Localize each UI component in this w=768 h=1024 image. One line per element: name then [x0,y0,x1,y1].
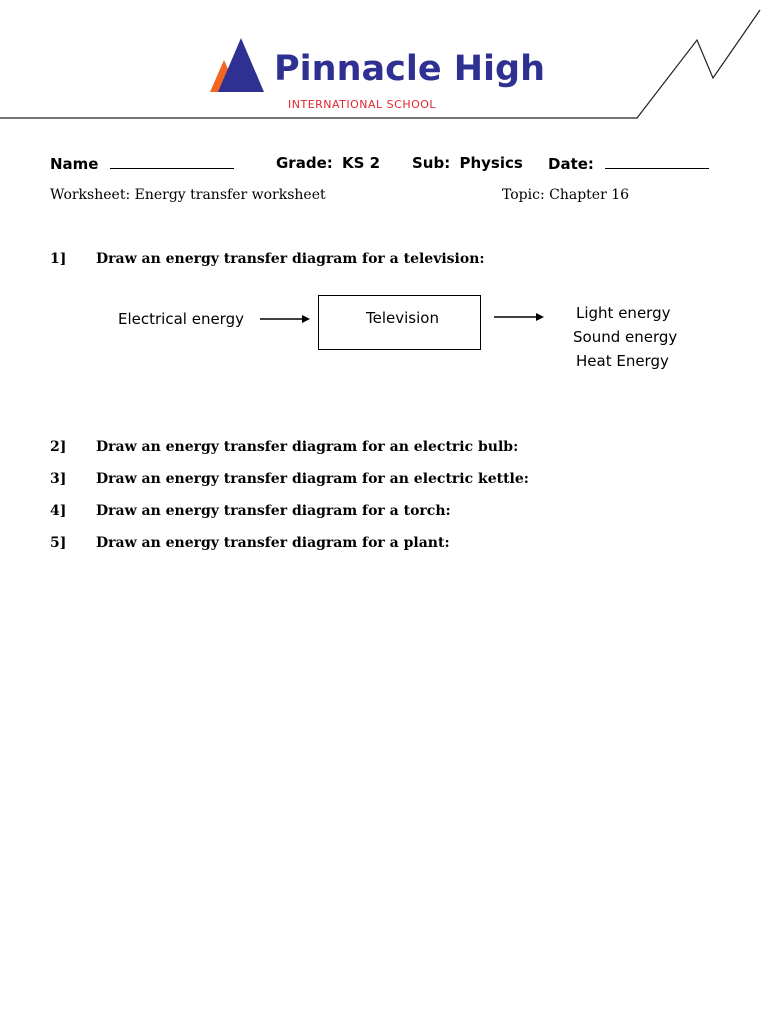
question-number: 3] [50,471,67,487]
question-text: Draw an energy transfer diagram for a television: [96,251,485,267]
name-label: Name [50,155,99,173]
student-info-row [50,154,710,176]
arrow-right-icon [258,311,312,327]
question-text: Draw an energy transfer diagram for a plant: [96,535,450,551]
subject-field: Sub: Physics [412,154,523,172]
question-2 [50,439,650,459]
diagram-output-3: Heat Energy [576,352,669,370]
name-blank[interactable] [110,154,234,169]
question-5 [50,535,650,555]
diagram-input-label: Electrical energy [118,310,244,328]
question-text: Draw an energy transfer diagram for a torch: [96,503,451,519]
worksheet-title: Worksheet: Energy transfer worksheet [50,187,326,203]
topic-label: Topic: Chapter 16 [502,187,630,203]
school-name: Pinnacle High [274,49,546,89]
grade-label: Grade [276,154,327,172]
date-label: Date [548,155,588,173]
date-blank[interactable] [605,154,709,169]
question-number: 1] [50,251,67,267]
question-number: 5] [50,535,67,551]
question-4 [50,503,650,523]
sub-label: Sub [412,154,445,172]
diagram-output-1: Light energy [576,304,671,322]
grade-value: KS 2 [341,154,381,172]
question-3 [50,471,650,491]
question-text: Draw an energy transfer diagram for an electric bulb: [96,439,519,455]
question-number: 2] [50,439,67,455]
school-subtitle: INTERNATIONAL SCHOOL [288,98,437,111]
arrow-right-icon [492,309,546,325]
diagram-output-2: Sound energy [573,328,678,346]
date-field: Date: [548,154,709,173]
school-logo-icon [208,36,272,96]
question-text: Draw an energy transfer diagram for an electric kettle: [96,471,529,487]
question-1 [50,251,650,271]
grade-field: Grade: KS 2 [276,154,381,172]
question-number: 4] [50,503,67,519]
diagram-device-label: Television [366,309,439,327]
sub-value: Physics [459,154,523,172]
name-field [50,154,234,173]
